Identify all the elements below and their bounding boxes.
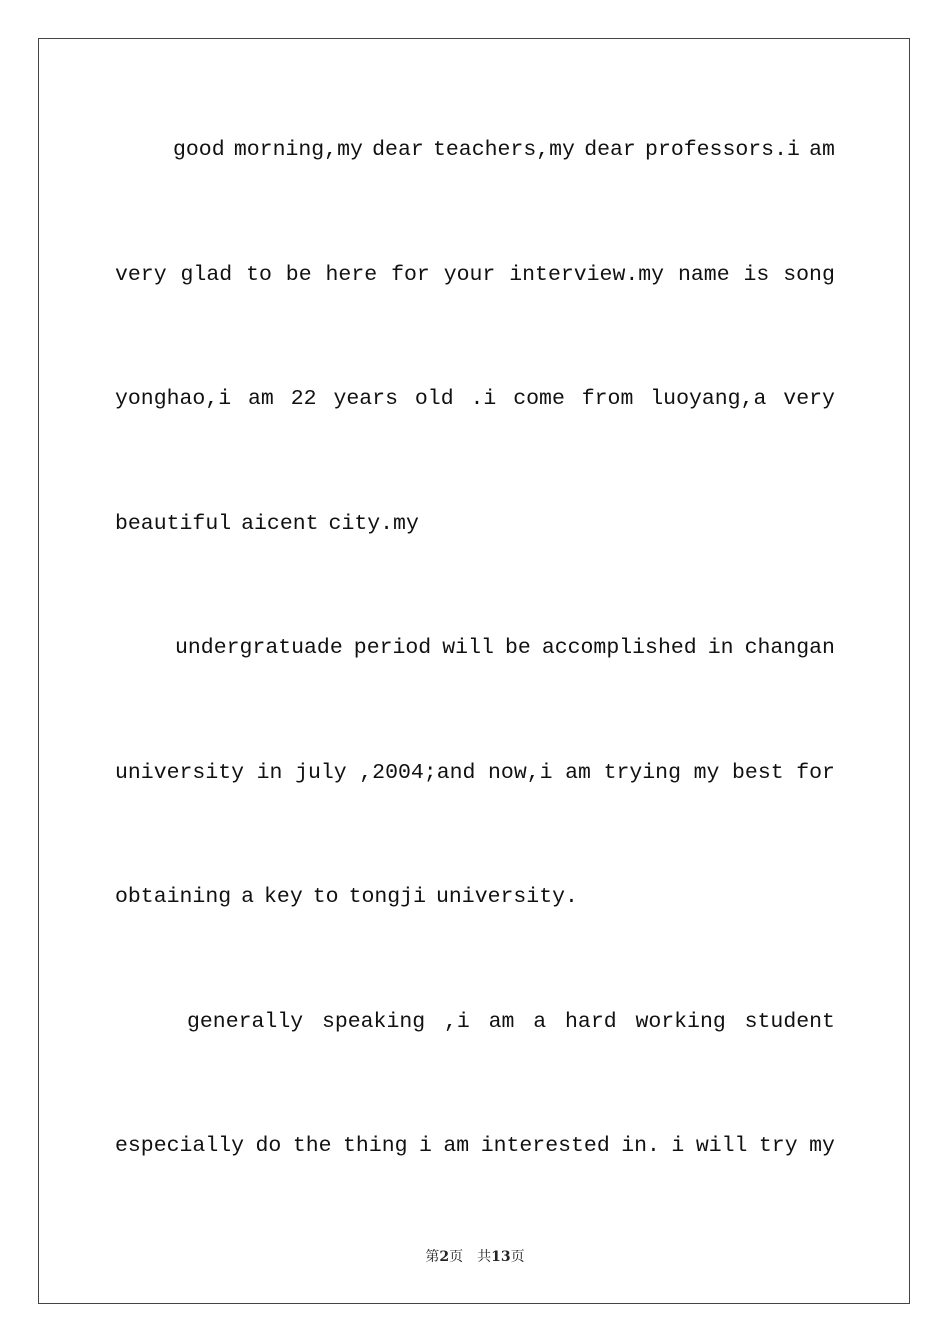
text-line <box>173 135 835 165</box>
word: obtaining <box>115 885 232 909</box>
word: changan <box>744 636 835 660</box>
word: especially <box>115 1134 245 1158</box>
text-line <box>115 384 835 414</box>
word: teachers,my <box>433 138 575 162</box>
total-page-count: 13 <box>491 1249 511 1265</box>
word: dear <box>584 138 636 162</box>
word: a <box>241 885 255 909</box>
word: am <box>443 1134 470 1158</box>
word: my <box>693 760 720 785</box>
word: a <box>533 1009 547 1034</box>
word: tongji <box>348 885 426 909</box>
word: old <box>414 387 454 411</box>
word: in. <box>621 1134 660 1158</box>
word: ,i <box>444 1009 470 1034</box>
footer-prefix: 第 <box>425 1249 440 1265</box>
word: hard <box>565 1009 617 1034</box>
word: do <box>255 1134 282 1158</box>
word: best <box>732 760 784 785</box>
word: generally <box>187 1009 304 1034</box>
word: in <box>707 636 734 660</box>
word: beautiful <box>115 511 232 536</box>
word: interview.my <box>509 262 665 287</box>
word: am <box>248 387 274 411</box>
word: university. <box>435 885 578 909</box>
word: university <box>115 760 245 785</box>
word: i <box>419 1134 432 1158</box>
word: try <box>758 1134 798 1158</box>
word: very <box>783 387 835 411</box>
word: will <box>442 636 494 660</box>
word: be <box>285 262 312 287</box>
word: am <box>488 1009 515 1034</box>
word: good <box>173 138 225 162</box>
word: dear <box>372 138 424 162</box>
word: student <box>744 1009 835 1034</box>
word: am <box>565 760 591 785</box>
word: in <box>256 760 283 785</box>
text-line <box>175 633 835 663</box>
word: thing <box>343 1134 408 1158</box>
word: years <box>333 387 398 411</box>
word: luoyang,a <box>650 387 767 411</box>
word: be <box>504 636 531 660</box>
word: song <box>783 262 835 287</box>
word: speaking <box>321 1009 426 1034</box>
text-line <box>115 509 835 539</box>
word: period <box>353 636 432 660</box>
word: to <box>312 885 339 909</box>
word: glad <box>180 262 233 287</box>
current-page-number: 2 <box>439 1249 450 1265</box>
word: come <box>513 387 565 411</box>
text-line <box>115 260 835 290</box>
word: i <box>671 1134 685 1158</box>
word: ,2004;and <box>359 760 476 785</box>
text-line <box>115 758 835 788</box>
word: 22 <box>290 387 317 411</box>
word: .i <box>470 387 497 411</box>
text-line <box>115 1131 835 1161</box>
page-footer <box>0 1246 950 1266</box>
footer-mid: 页 共 <box>449 1249 492 1265</box>
word: professors.i <box>645 138 800 162</box>
word: your <box>443 262 496 287</box>
word: from <box>581 387 634 411</box>
text-line <box>115 882 835 912</box>
word: here <box>325 262 378 287</box>
word: am <box>809 138 835 162</box>
word: july <box>295 760 347 785</box>
word: now,i <box>488 760 553 785</box>
word: key <box>264 885 303 909</box>
page-border <box>38 38 910 1304</box>
word: for <box>796 760 835 785</box>
word: aicent <box>241 511 319 536</box>
text-line <box>187 1007 835 1037</box>
footer-suffix: 页 <box>510 1249 525 1265</box>
word: very <box>115 262 167 287</box>
word: working <box>635 1009 726 1034</box>
word: undergratuade <box>175 636 343 660</box>
word: is <box>743 262 770 287</box>
word: yonghao,i <box>115 387 232 411</box>
word: interested <box>480 1134 610 1158</box>
word: accomplished <box>541 636 697 660</box>
word: will <box>695 1134 748 1158</box>
word: for <box>391 262 430 287</box>
word: trying <box>603 760 681 785</box>
word: morning,my <box>233 138 363 162</box>
word: the <box>292 1134 332 1158</box>
word: my <box>809 1134 835 1158</box>
word: name <box>677 262 730 287</box>
word: city.my <box>328 511 419 536</box>
word: to <box>246 262 272 287</box>
